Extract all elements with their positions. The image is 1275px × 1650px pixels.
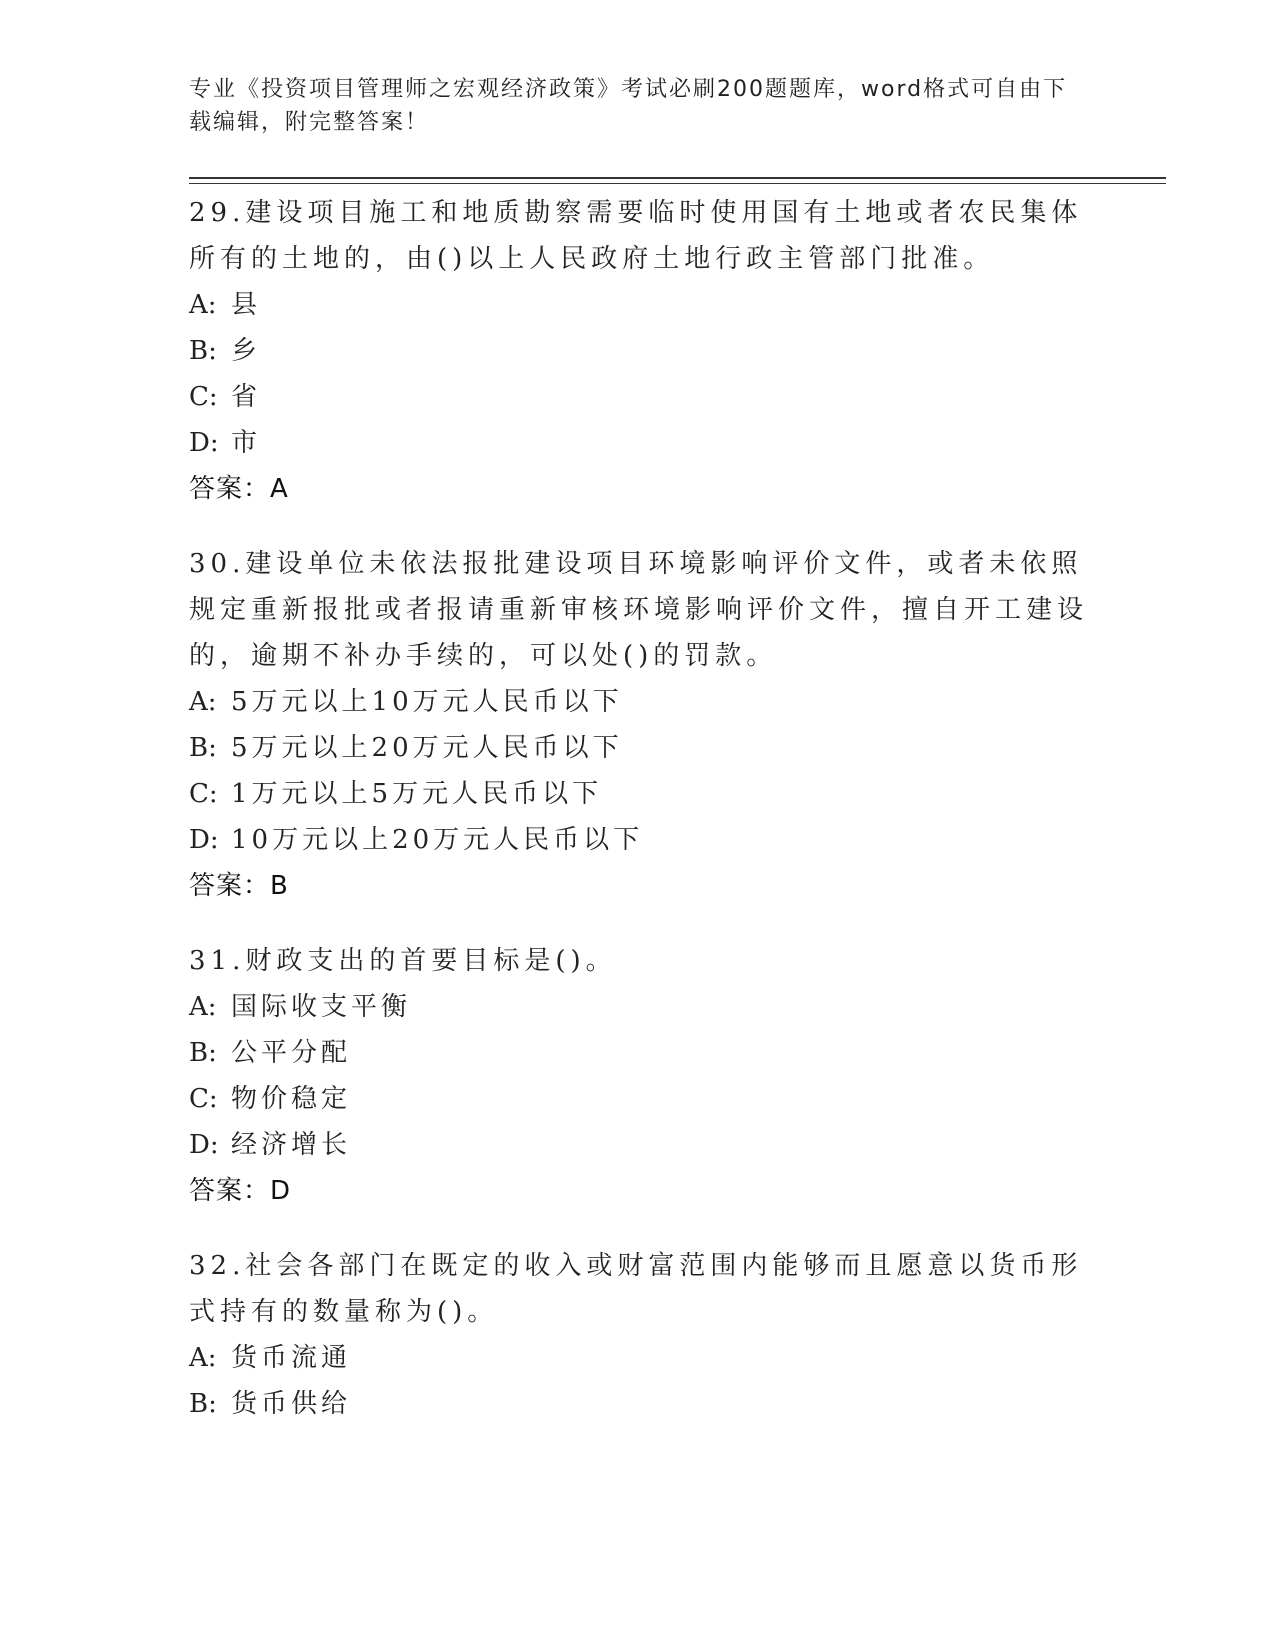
question-32 [189,1243,1089,1427]
question-stem: 29.建设项目施工和地质勘察需要临时使用国有土地或者农民集体所有的土地的，由()以上人民政府土地行政主管部门批准。 [189,198,1083,274]
option-letter: B: [189,336,217,366]
option-letter: B: [189,1038,217,1068]
question-stem: 30.建设单位未依法报批建设项目环境影响评价文件，或者未依照规定重新报批或者报请重新审核环境影响评价文件，擅自开工建设的，逾期不补办手续的，可以处()的罚款。 [189,549,1089,671]
option-a [189,1335,1089,1381]
option-letter: C: [189,1084,218,1114]
option-text: 5万元以上20万元人民币以下 [231,733,623,763]
question-31 [189,938,1089,1214]
option-b [189,1030,1089,1076]
option-c [189,1076,1089,1122]
question-stem: 32.社会各部门在既定的收入或财富范围内能够而且愿意以货币形式持有的数量称为()。 [189,1251,1083,1327]
option-text: 省 [231,382,262,412]
option-letter: A: [189,992,217,1022]
question-list [189,190,1089,1456]
option-letter: D: [189,825,219,855]
option-d [189,420,1089,466]
question-stem: 31.财政支出的首要目标是()。 [189,946,617,976]
option-letter: C: [189,779,218,809]
option-letter: A: [189,1343,217,1373]
option-text: 5万元以上10万元人民币以下 [231,687,623,717]
option-a [189,679,1089,725]
option-text: 10万元以上20万元人民币以下 [231,825,644,855]
option-text: 货币供给 [231,1389,352,1419]
option-letter: A: [189,290,217,320]
option-b [189,328,1089,374]
document-header: 专业《投资项目管理师之宏观经济政策》考试必刷200题题库，word格式可自由下载编辑，附完整答案！ [189,77,1068,135]
option-text: 国际收支平衡 [231,992,412,1022]
option-letter: B: [189,1389,217,1419]
option-d [189,1122,1089,1168]
answer-line: 答案：D [189,1176,292,1206]
option-b [189,725,1089,771]
option-text: 市 [231,428,262,458]
option-c [189,771,1089,817]
question-30 [189,541,1089,909]
header-rule-thin [189,183,1166,184]
option-a [189,282,1089,328]
option-d [189,817,1089,863]
option-c [189,374,1089,420]
option-b [189,1381,1089,1427]
option-text: 公平分配 [231,1038,352,1068]
answer-line: 答案：B [189,871,289,901]
question-29 [189,190,1089,512]
option-letter: A: [189,687,217,717]
option-letter: C: [189,382,218,412]
option-text: 物价稳定 [231,1084,352,1114]
option-text: 乡 [231,336,262,366]
option-a [189,984,1089,1030]
option-letter: D: [189,1130,219,1160]
option-text: 经济增长 [231,1130,352,1160]
option-letter: D: [189,428,219,458]
answer-line: 答案：A [189,474,289,504]
header-rule-thick [189,177,1166,179]
option-text: 县 [231,290,262,320]
option-letter: B: [189,733,217,763]
option-text: 1万元以上5万元人民币以下 [231,779,603,809]
option-text: 货币流通 [231,1343,352,1373]
